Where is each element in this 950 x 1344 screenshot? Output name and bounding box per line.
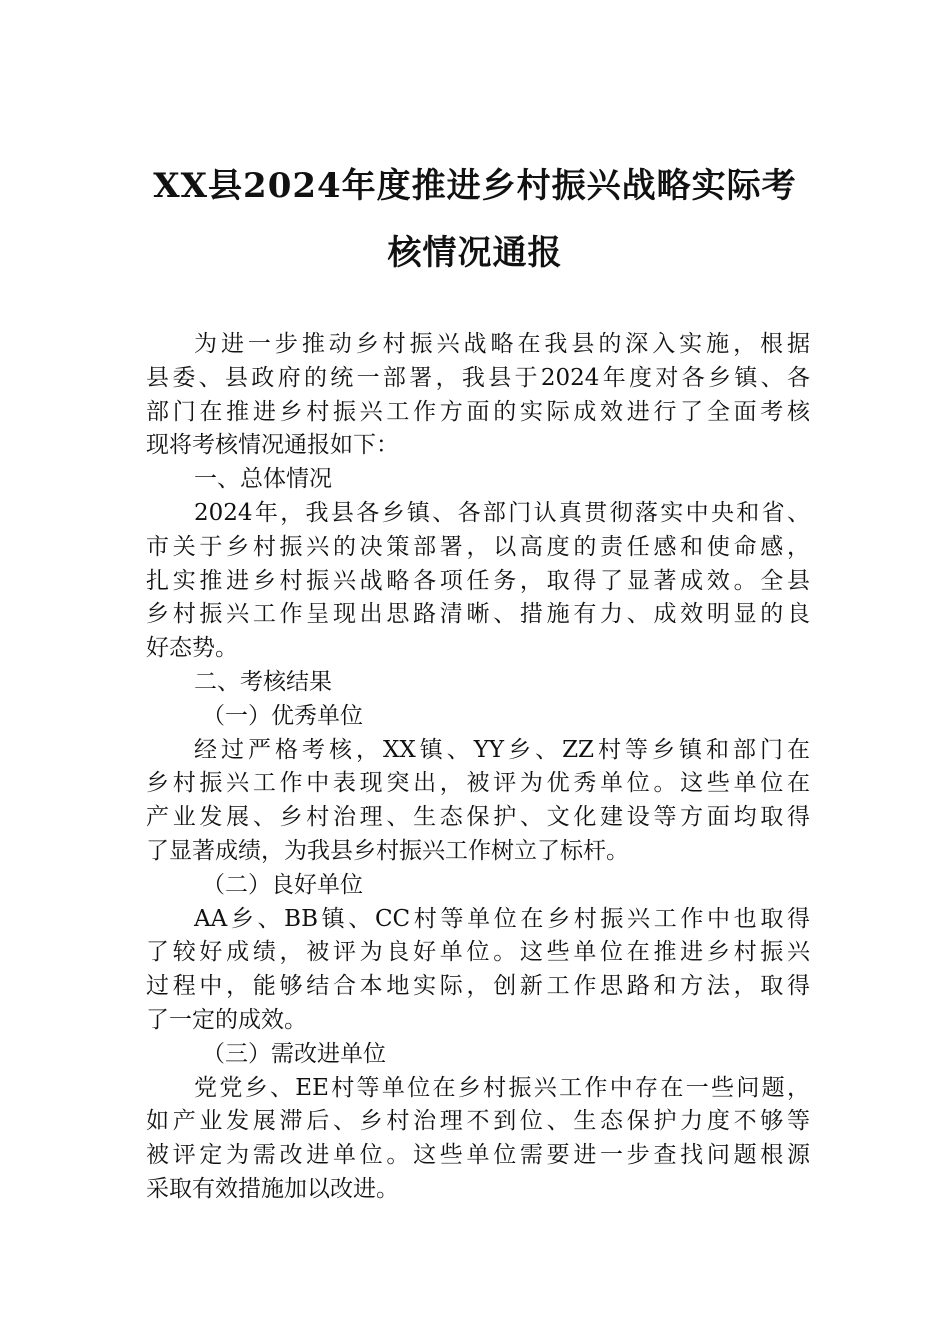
intro-line: 为进一步推动乡村振兴战略在我县的深入实施，根据 — [194, 331, 810, 357]
section1-line: 乡村振兴工作呈现出思路清晰、措施有力、成效明显的良 — [146, 601, 810, 628]
sub2-line: AA乡、BB镇、CC村等单位在乡村振兴工作中也取得 — [194, 905, 810, 932]
section1-line: 好态势。 — [146, 635, 238, 662]
subsection-heading-needs-improvement: （三）需改进单位 — [202, 1040, 386, 1067]
section-heading-results: 二、考核结果 — [194, 668, 332, 695]
intro-line: 现将考核情况通报如下： — [146, 432, 399, 459]
document-body — [146, 328, 810, 1207]
section1-line: 市关于乡村振兴的决策部署，以高度的责任感和使命感， — [146, 533, 810, 560]
sub3-line: 如产业发展滞后、乡村治理不到位、生态保护力度不够等 — [146, 1108, 810, 1135]
section-heading-overview: 一、总体情况 — [194, 466, 332, 493]
sub1-line: 产业发展、乡村治理、生态保护、文化建设等方面均取得 — [146, 804, 810, 831]
document-title-line-2: 核情况通报 — [387, 233, 563, 273]
intro-line: 县委、县政府的统一部署，我县于2024年度对各乡镇、各 — [146, 364, 810, 391]
sub1-line: 了显著成绩，为我县乡村振兴工作树立了标杆。 — [146, 837, 629, 864]
sub2-line: 了较好成绩，被评为良好单位。这些单位在推进乡村振兴 — [146, 939, 810, 966]
document-title-line-1: XX县2024年度推进乡村振兴战略实际考 — [153, 166, 797, 206]
intro-line: 部门在推进乡村振兴工作方面的实际成效进行了全面考核 — [146, 398, 810, 425]
sub3-line: 党党乡、EE村等单位在乡村振兴工作中存在一些问题， — [194, 1074, 810, 1101]
subsection-heading-excellent: （一）优秀单位 — [202, 702, 363, 729]
sub3-line: 采取有效措施加以改进。 — [146, 1175, 399, 1202]
sub2-line: 过程中，能够结合本地实际，创新工作思路和方法，取得 — [146, 973, 810, 1000]
section1-line: 2024年，我县各乡镇、各部门认真贯彻落实中央和省、 — [194, 499, 810, 526]
sub2-line: 了一定的成效。 — [146, 1006, 307, 1033]
sub1-line: 乡村振兴工作中表现突出，被评为优秀单位。这些单位在 — [146, 770, 810, 797]
sub3-line: 被评定为需改进单位。这些单位需要进一步查找问题根源 — [146, 1142, 810, 1169]
section1-line: 扎实推进乡村振兴战略各项任务，取得了显著成效。全县 — [146, 567, 810, 594]
sub1-line: 经过严格考核，XX镇、YY乡、ZZ村等乡镇和部门在 — [194, 736, 810, 763]
subsection-heading-good: （二）良好单位 — [202, 871, 363, 898]
